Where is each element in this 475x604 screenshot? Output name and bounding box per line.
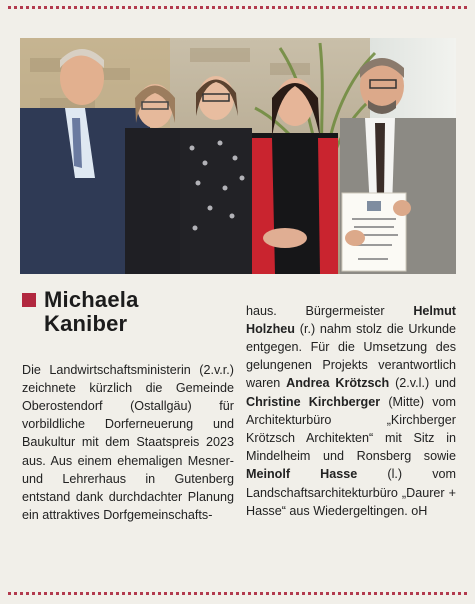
- person-name-kroetzsch: Andrea Krötzsch: [286, 376, 390, 391]
- bottom-dotted-rule: [8, 592, 467, 595]
- award-photo: [20, 38, 456, 274]
- person-name-holzheu: Helmut Holzheu: [246, 303, 456, 336]
- headline-line-1: Michaela: [44, 287, 139, 312]
- article-column-right: [246, 302, 456, 520]
- text-run: (r.) nahm stolz die Urkunde entgegen. Für die Umsetzung des gelungenen Projekts verantwortlich waren: [246, 321, 456, 391]
- text-run: (Mitte) vom Architekturbüro „Kirchberger Krötzsch Architekten“ mit Sitz in Mindelheim und Ronsberg sowie: [246, 394, 456, 464]
- top-dotted-rule: [8, 6, 467, 9]
- headline-name: [44, 288, 237, 336]
- accent-square: [22, 293, 36, 307]
- author-signature: oH: [411, 503, 428, 518]
- text-run: (l.) vom Landschaftsarchitekturbüro „Daurer + Hasse“ aus Wiedergeltingen.: [246, 467, 456, 518]
- person-name-hasse: Meinolf Hasse: [246, 467, 358, 482]
- text-run: haus. Bürgermeister: [246, 303, 414, 318]
- headline: [22, 288, 237, 336]
- headline-line-2: Kaniber: [44, 311, 128, 336]
- article-column-left: Die Landwirtschaftsministerin (2.v.r.) zeichnete kürzlich die Gemeinde Oberostendorf (Ostallgäu) für vorbildliche Dorferneuerung und Baukultur mit dem Staatspreis 2023 aus. Aus einem ehemaligen Mesner- und Lehrerhaus in Gutenberg entstand dank durchdachter Planung ein attraktives Dorfgemeinschafts-: [22, 362, 234, 523]
- person-name-kirchberger: Christine Kirchberger: [246, 394, 381, 409]
- text-run: (2.v.l.) und: [389, 376, 456, 391]
